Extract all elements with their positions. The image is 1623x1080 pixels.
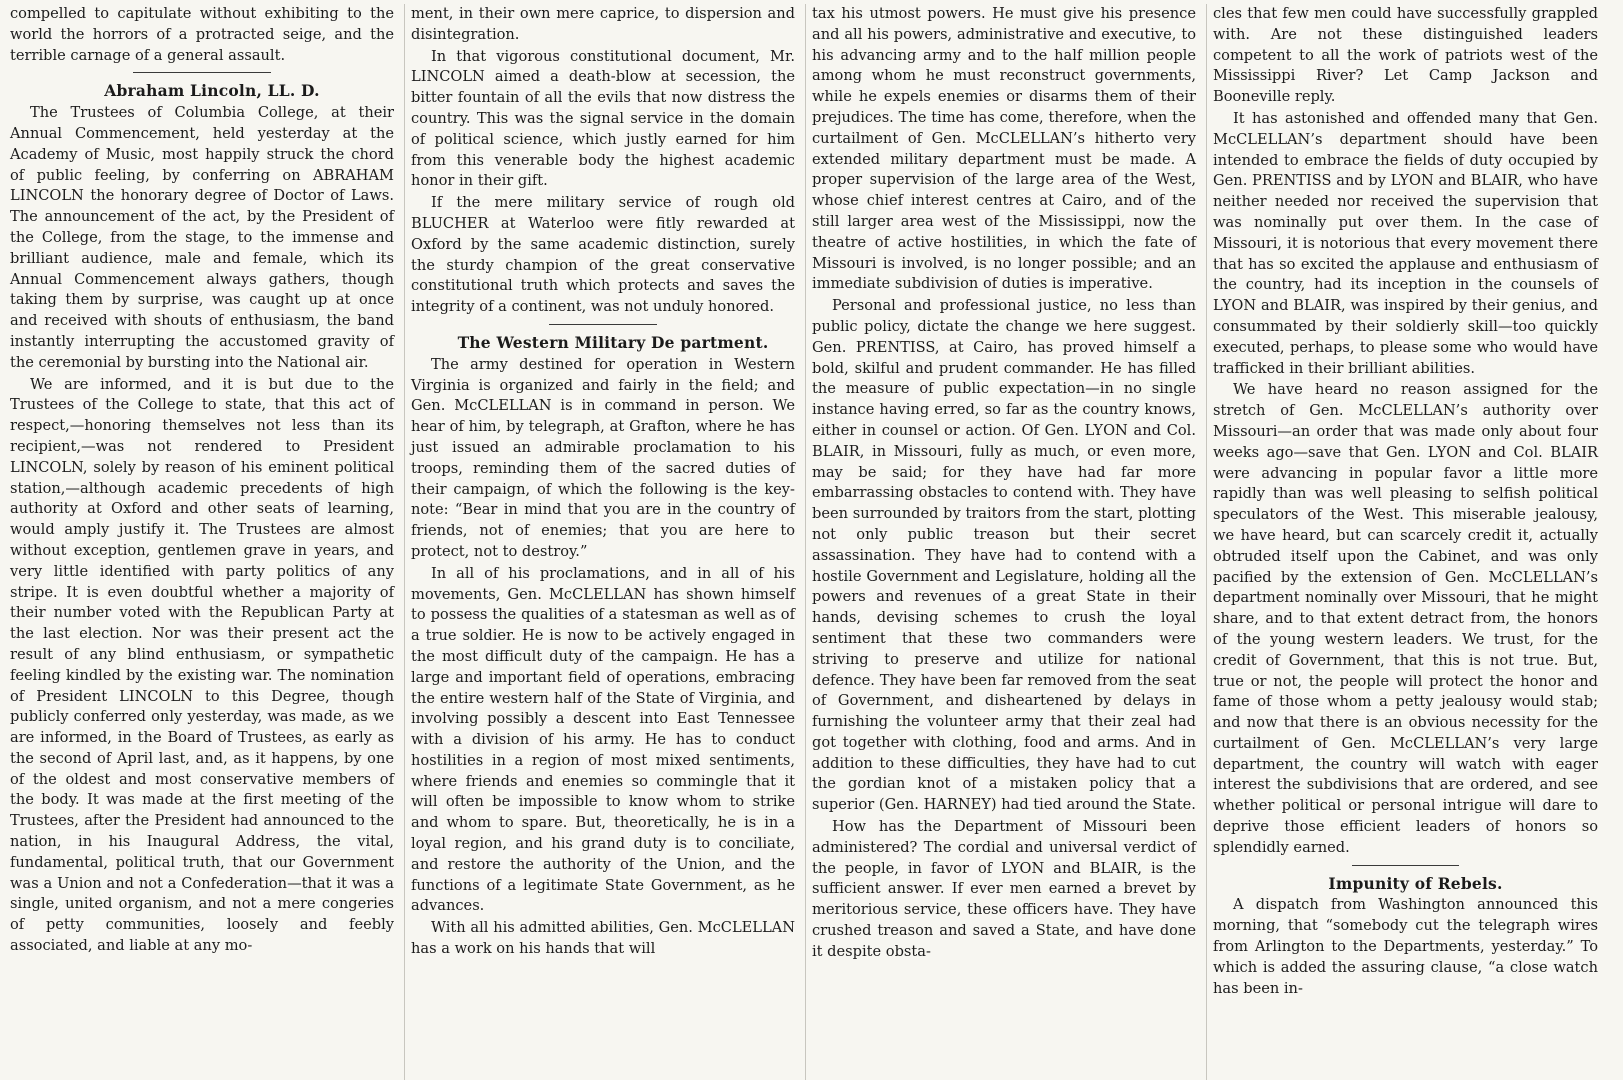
article-paragraph: If the mere military service of rough old BLUCHER at Waterloo were fitly rewarded at Oxford by the same academic distinction, surely the sturdy champion of the great conservative constitutional truth which protects and saves the integrity of a continent, was not unduly honored. [411, 194, 795, 316]
article-paragraph: It has astonished and offended many that Gen. McCLELLAN’s department should have been intended to embrace the fields of duty occupied by Gen. PRENTISS and by LYON and BLAIR, who have neither needed nor received the supervision that was nominally put over them. In the case of Missouri, it is notorious that every movement there that has so excited the applause and enthusiasm of the country, had its inception in the counsels of LYON and BLAIR, was inspired by their genius, and consummated by their soldierly skill—too quickly executed, perhaps, to please some who would have trafficked in their brilliant abilities. [1213, 109, 1598, 377]
article-paragraph: The army destined for operation in Western Virginia is organized and fairly in the field; and Gen. McCLELLAN is in command in person. We hear of him, by telegraph, at Grafton, where he has just issued an admirable proclamation to his troops, reminding them of the sacred duties of their campaign, of which the following is the key-note: “Bear in mind that you are in the country of friends, not of enemies; that you are here to protect, not to destroy.” [411, 355, 795, 560]
section-divider [1352, 865, 1460, 866]
article-paragraph: ment, in their own mere caprice, to dispersion and disintegration. [411, 5, 795, 43]
article-paragraph: We have heard no reason assigned for the stretch of Gen. McCLELLAN’s authority over Missouri—an order that was made only about four weeks ago—save that Gen. LYON and Col. BLAIR were advancing in popular favor a little more rapidly than was well pleasing to selfish political speculators of the West. This miserable jealousy, we have heard, but can scarcely credit it, actually obtruded itself upon the Cabinet, and was only pacified by the extension of Gen. McCLELLAN’s department nominally over Missouri, that he might share, and to that extent detract from, the honors of the young western leaders. We trust, for the credit of Government, that this is not true. But, true or not, the people will protect the honor and fame of those whom a petty jealousy would stab; and now that there is an obvious necessity for the curtailment of Gen. McCLELLAN’s very large department, the country will watch with eager interest the subdivisions that are ordered, and see whether political or personal intrigue will dare to deprive those efficient leaders of honors so splendidly earned. [1213, 381, 1598, 856]
article-headline: Abraham Lincoln, LL. D. [104, 81, 320, 101]
article-paragraph: Personal and professional justice, no less than public policy, dictate the change we here suggest. Gen. PRENTISS, at Cairo, has proved himself a bold, skilful and prudent commander. He has filled the measure of public expectation—in no single instance having erred, so far as the country knows, either in counsel or action. Of Gen. LYON and Col. BLAIR, in Missouri, fully as much, or even more, may be said; for they have had far more embarrassing obstacles to contend with. They have been surrounded by traitors from the start, plotting not only public treason but their secret assassination. They have had to contend with a hostile Government and Legislature, holding all the powers and revenues of a great State in their hands, devising schemes to crush the loyal sentiment that these two commanders were striving to preserve and utilize for national defence. They have been far removed from the seat of Government, and disheartened by delays in furnishing the volunteer army that their zeal had got together with clothing, food and arms. And in addition to these difficulties, they have had to cut the gordian knot of a mistaken policy that a superior (Gen. HARNEY) had tied around the State. [812, 297, 1196, 814]
article-paragraph: We are informed, and it is but due to the Trustees of the College to state, that this act of respect,—honoring themselves not less than its recipient,—was not rendered to President LINCOLN, solely by reason of his eminent political station,—although academic precedents of high authority at Oxford and other seats of learning, would amply justify it. The Trustees are almost without exception, gentlemen grave in years, and very little identified with party politics of any stripe. It is even doubtful whether a majority of their number voted with the Republican Party at the last election. Nor was their present act the result of any blind enthusiasm, or sympathetic feeling kindled by the existing war. The nomination of President LINCOLN to this Degree, though publicly conferred only yesterday, was made, as we are informed, in the Board of Trustees, as early as the second of April last, and, as it happens, by one of the oldest and most conservative members of the body. It was made at the first meeting of the Trustees, after the President had announced to the nation, in his Inaugural Address, the vital, fundamental, political truth, that our Government was a Union and not a Confederation—that it was a single, united organism, and not a mere congeries of petty communities, loosely and feebly associated, and liable at any mo- [10, 375, 394, 955]
article-paragraph: In all of his proclamations, and in all of his movements, Gen. McCLELLAN has shown himself to possess the qualities of a statesman as well as of a true soldier. He is now to be actively engaged in the most difficult duty of the campaign. He has a large and important field of operations, embracing the entire western half of the State of Virginia, and involving possibly a descent into East Tennessee with a division of his army. He has to conduct hostilities in a region of most mixed sentiments, where friends and enemies so commingle that it will often be impossible to know whom to strike and whom to spare. But, theoretically, he is in a loyal region, and his grand duty is to conciliate, and restore the authority of the Union, and the functions of a legitimate State Government, as he advances. [411, 564, 795, 915]
column-3 [806, 4, 1207, 1080]
article-paragraph: How has the Department of Missouri been administered? The cordial and universal verdict of the people, in favor of LYON and BLAIR, is the sufficient answer. If ever men earned a brevet by meritorious service, these officers have. They have crushed treason and saved a State, and have done it despite obsta- [812, 818, 1196, 960]
article-paragraph: The Trustees of Columbia College, at their Annual Commencement, held yesterday at the Academy of Music, most happily struck the chord of public feeling, by conferring on ABRAHAM LINCOLN the honorary degree of Doctor of Laws. The announcement of the act, by the President of the College, from the stage, to the immense and brilliant audience, male and female, which its Annual Commencement always gathers, though taking them by surprise, was caught up at once and received with shouts of enthusiasm, the band instantly interrupting the accustomed gravity of the ceremonial by bursting into the National air. [10, 104, 394, 371]
section-divider [549, 324, 657, 325]
section-divider [133, 72, 271, 73]
article-paragraph: cles that few men could have successfully grappled with. Are not these distinguished leaders competent to all the work of patriots west of the Mississippi River? Let Camp Jackson and Booneville reply. [1213, 5, 1598, 106]
column-4 [1207, 4, 1608, 1080]
article-headline: The Western Military De partment. [457, 332, 769, 352]
article-headline: Impunity of Rebels. [1328, 873, 1503, 893]
article-paragraph: With all his admitted abilities, Gen. McCLELLAN has a work on his hands that will [411, 919, 795, 958]
article-paragraph: In that vigorous constitutional document, Mr. LINCOLN aimed a death-blow at secession, the bitter fountain of all the evils that now distress the country. This was the signal service in the domain of political science, which justly earned for him from this venerable body the highest academic honor in their gift. [411, 47, 795, 190]
column-2 [405, 4, 806, 1080]
column-1 [4, 4, 405, 1080]
article-paragraph: tax his utmost powers. He must give his presence and all his powers, administrative and executive, to his advancing army and to the half million people among whom he must reconstruct governments, while he expels enemies or disarms them of their prejudices. The time has come, therefore, when the curtailment of Gen. McCLELLAN’s hitherto very extended military department must be made. A proper supervision of the large area of the West, whose chief interest centres at Cairo, and of the still larger area west of the Mississippi, now the theatre of active hostilities, in which the fate of Missouri is involved, is no longer possible; and an immediate subdivision of duties is imperative. [812, 5, 1196, 293]
article-paragraph: compelled to capitulate without exhibiting to the world the horrors of a protracted seige, and the terrible carnage of a general assault. [10, 5, 394, 64]
article-paragraph: A dispatch from Washington announced this morning, that “somebody cut the telegraph wires from Arlington to the Departments, yesterday.” To which is added the assuring clause, “a close watch has been in- [1213, 896, 1598, 997]
